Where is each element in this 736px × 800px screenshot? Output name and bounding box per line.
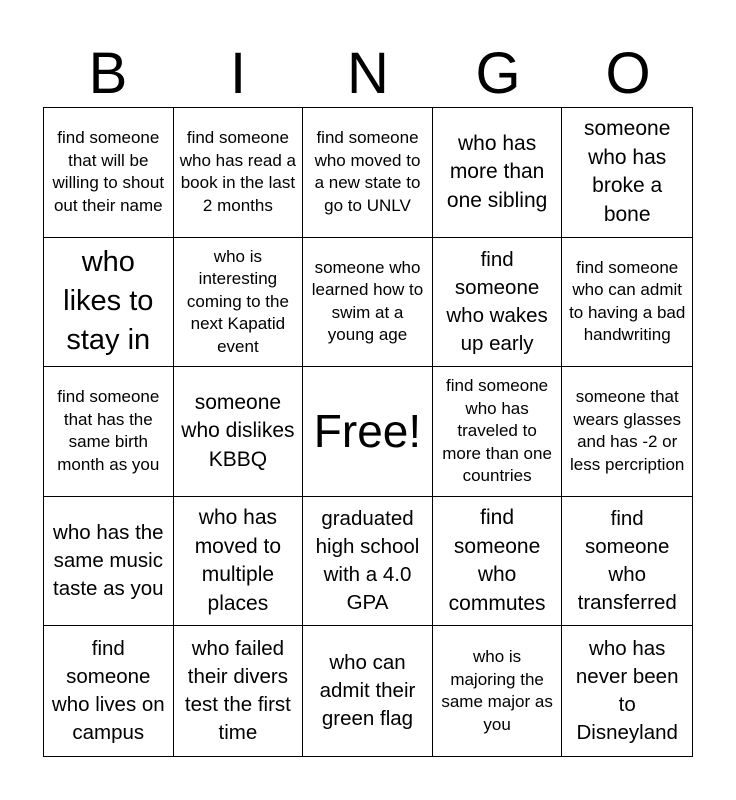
bingo-cell-r3-c4[interactable] <box>433 367 563 497</box>
cell-text: someone who dislikes KBBQ <box>181 390 295 471</box>
cell-text: find someone who transferred <box>577 507 677 615</box>
cell-text: who likes to stay in <box>63 246 154 357</box>
cell-text: find someone who lives on campus <box>51 637 165 745</box>
cell-text: find someone who commutes <box>448 506 546 615</box>
bingo-cell-r4-c5[interactable] <box>562 497 692 627</box>
bingo-cell-r4-c3[interactable] <box>303 497 433 627</box>
cell-text: graduated high school with a 4.0 GPA <box>315 507 420 615</box>
cell-text: who has never been to Disneyland <box>575 637 679 745</box>
header-letter-o: O <box>605 41 651 106</box>
bingo-cell-r2-c1[interactable] <box>44 238 174 368</box>
bingo-cell-r1-c3[interactable] <box>303 108 433 238</box>
cell-text: find someone that has the same birth month as you <box>57 387 160 474</box>
bingo-cell-r2-c5[interactable] <box>562 238 692 368</box>
header-letter-n: N <box>347 41 389 106</box>
cell-text: who failed their divers test the first time <box>184 637 291 745</box>
cell-text: find someone who has traveled to more than one countries <box>442 376 552 486</box>
bingo-cell-r2-c3[interactable] <box>303 238 433 368</box>
header-letter-g: G <box>475 41 521 106</box>
bingo-cell-r4-c2[interactable] <box>174 497 304 627</box>
cell-text: who is interesting coming to the next Kapatid event <box>186 246 289 356</box>
bingo-cell-r5-c3[interactable] <box>303 626 433 756</box>
bingo-cell-r1-c1[interactable] <box>44 108 174 238</box>
cell-text: someone who learned how to swim at a young age <box>311 257 424 345</box>
free-space-label: Free! <box>313 405 422 458</box>
bingo-cell-r2-c4[interactable] <box>433 238 563 368</box>
cell-text: find someone that will be willing to shout out their name <box>52 128 165 215</box>
bingo-cell-r5-c4[interactable] <box>433 626 563 756</box>
cell-text: who is majoring the same major as you <box>441 647 553 734</box>
cell-text: find someone who moved to a new state to go to UNLV <box>314 128 421 215</box>
bingo-grid <box>43 107 693 757</box>
bingo-cell-r3-c1[interactable] <box>44 367 174 497</box>
cell-text: find someone who has read a book in the last 2 months <box>179 128 297 215</box>
header-letter-i: I <box>229 41 247 106</box>
bingo-cell-r5-c2[interactable] <box>174 626 304 756</box>
bingo-cell-r3-c5[interactable] <box>562 367 692 497</box>
cell-text: someone who has broke a bone <box>584 117 671 226</box>
bingo-cell-r5-c1[interactable] <box>44 626 174 756</box>
cell-text: who has moved to multiple places <box>194 506 282 615</box>
header-letter-b: B <box>88 41 128 106</box>
cell-text: find someone who can admit to having a bad handwriting <box>569 257 686 345</box>
bingo-cell-r3-c2[interactable] <box>174 367 304 497</box>
cell-text: who has more than one sibling <box>446 131 548 212</box>
bingo-cell-r4-c4[interactable] <box>433 497 563 627</box>
bingo-cell-r1-c2[interactable] <box>174 108 304 238</box>
bingo-cell-r1-c4[interactable] <box>433 108 563 238</box>
bingo-cell-free[interactable] <box>303 367 433 497</box>
bingo-cell-r4-c1[interactable] <box>44 497 174 627</box>
bingo-cell-r2-c2[interactable] <box>174 238 304 368</box>
bingo-header <box>43 40 693 108</box>
bingo-cell-r1-c5[interactable] <box>562 108 692 238</box>
bingo-cell-r5-c5[interactable] <box>562 626 692 756</box>
cell-text: find someone who wakes up early <box>446 247 548 355</box>
cell-text: someone that wears glasses and has -2 or less percription <box>570 387 685 474</box>
cell-text: who can admit their green flag <box>319 651 416 731</box>
cell-text: who has the same music taste as you <box>53 521 164 601</box>
